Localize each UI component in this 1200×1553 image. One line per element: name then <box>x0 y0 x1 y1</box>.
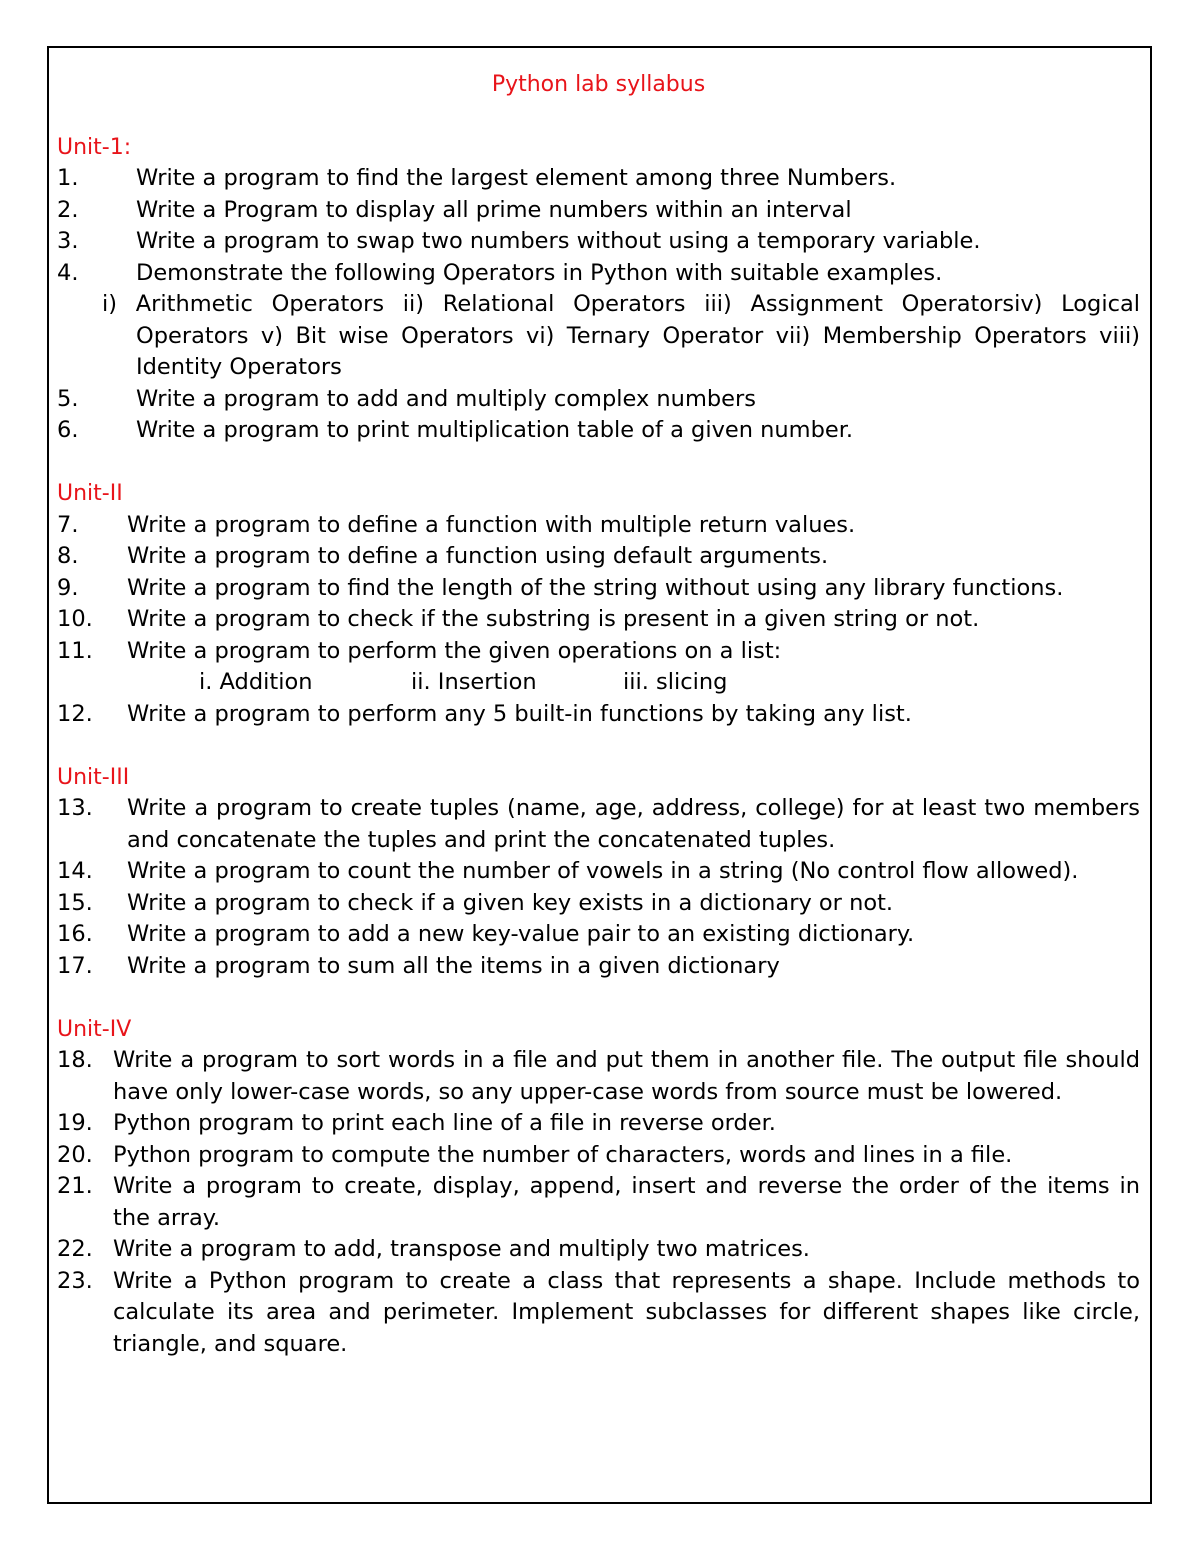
item-text: Write a Program to display all prime numbers within an interval <box>136 196 852 223</box>
list-item <box>57 541 1140 573</box>
list-item <box>57 604 1140 636</box>
list-item <box>57 636 1140 668</box>
list-item <box>57 163 1140 195</box>
item-text: Write a Python program to create a class that represents a shape. Include methods to calculate its area and perimeter. Implement subclasses for different shapes like circle, triangle, and square. <box>113 1267 1140 1357</box>
list-item <box>57 1108 1140 1140</box>
list-item <box>57 384 1140 416</box>
item-number: 18. <box>57 1047 93 1073</box>
operators-list: i) Arithmetic Operators ii) Relational Operators iii) Assignment Operatorsiv) Logical Operators v) Bit wise Operators vi) Ternary Operator vii) Membership Operators viii) Identity Operators <box>102 291 1140 380</box>
item-text: Write a program to swap two numbers without using a temporary variable. <box>136 228 981 254</box>
page-title: Python lab syllabus <box>491 72 706 97</box>
item-number: 14. <box>57 858 93 884</box>
item-text: Python program to compute the number of characters, words and lines in a file. <box>113 1141 1013 1168</box>
item-number: 8. <box>57 543 79 569</box>
item-number: 5. <box>57 385 79 412</box>
syllabus-document <box>57 69 1140 1360</box>
list-item <box>57 1171 1140 1234</box>
item-number: 16. <box>57 921 93 947</box>
list-item <box>57 415 1140 447</box>
item-text: Write a program to find the largest element among three Numbers. <box>136 165 897 191</box>
item-number: 13. <box>57 795 93 821</box>
item-number: 22. <box>57 1236 93 1262</box>
unit-4-heading: Unit-IV <box>57 1016 132 1042</box>
item-number: 4. <box>57 259 79 286</box>
item-number: 23. <box>57 1267 93 1294</box>
list-item <box>57 510 1140 542</box>
item-number: 2. <box>57 196 79 223</box>
list-item <box>57 699 1140 731</box>
list-item <box>57 888 1140 920</box>
item-number: 1. <box>57 165 79 191</box>
item-text: Write a program to check if the substring is present in a given string or not. <box>127 606 980 632</box>
item-number: 7. <box>57 511 79 538</box>
unit-2-heading: Unit-II <box>57 481 123 506</box>
list-operations <box>57 667 1140 699</box>
list-item <box>57 1140 1140 1172</box>
list-item <box>57 195 1140 227</box>
list-item <box>57 226 1140 258</box>
list-item <box>57 856 1140 888</box>
list-item <box>57 793 1140 856</box>
item-text: Write a program to define a function using default arguments. <box>127 543 829 569</box>
item-text: Write a program to sort words in a file and put them in another file. The output file should have only lower-case words, so any upper-case words from source must be lowered. <box>113 1047 1140 1105</box>
operation-slicing: iii. slicing <box>623 669 728 695</box>
list-item <box>57 919 1140 951</box>
item-text: Write a program to define a function with multiple return values. <box>127 511 856 538</box>
item-text: Write a program to find the length of the string without using any library functions. <box>127 574 1064 601</box>
item-number: 12. <box>57 700 93 727</box>
item-text: Write a program to add and multiply complex numbers <box>136 385 756 412</box>
item-text: Write a program to perform the given operations on a list: <box>127 637 782 664</box>
operation-insertion: ii. Insertion <box>411 669 537 695</box>
item-text: Write a program to count the number of vowels in a string (No control flow allowed). <box>127 858 1079 884</box>
list-item <box>57 1045 1140 1108</box>
item-number: 21. <box>57 1173 93 1199</box>
item-text: Write a program to sum all the items in a given dictionary <box>127 952 780 979</box>
item-number: 17. <box>57 952 93 979</box>
item-text: Write a program to print multiplication table of a given number. <box>136 417 854 443</box>
item-number: 20. <box>57 1141 93 1168</box>
unit-3-heading: Unit-III <box>57 764 130 790</box>
item-text: Write a program to perform any 5 built-in functions by taking any list. <box>127 700 912 727</box>
item-text: Demonstrate the following Operators in Python with suitable examples. <box>136 259 943 286</box>
item-text: Write a program to create, display, append, insert and reverse the order of the items in the array. <box>113 1173 1140 1231</box>
list-item <box>57 258 1140 290</box>
list-item <box>57 573 1140 605</box>
item-number: 6. <box>57 417 79 443</box>
item-text: Write a program to add, transpose and multiply two matrices. <box>113 1236 810 1262</box>
unit-1-heading: Unit-1: <box>57 134 132 160</box>
item-text: Write a program to check if a given key exists in a dictionary or not. <box>127 889 894 916</box>
list-item <box>57 1234 1140 1266</box>
item-number: 3. <box>57 228 79 254</box>
operation-addition: i. Addition <box>199 669 313 695</box>
item-text: Write a program to create tuples (name, age, address, college) for at least two members and concatenate the tuples and print the concatenated tuples. <box>127 795 1140 853</box>
item-number: 15. <box>57 889 93 916</box>
item-number: 11. <box>57 637 93 664</box>
item-number: 10. <box>57 606 93 632</box>
item-text: Python program to print each line of a file in reverse order. <box>113 1110 776 1136</box>
list-item <box>57 1266 1140 1361</box>
list-item <box>57 951 1140 983</box>
item-number: 19. <box>57 1110 93 1136</box>
item-text: Write a program to add a new key-value pair to an existing dictionary. <box>127 921 915 947</box>
item-number: 9. <box>57 574 79 601</box>
